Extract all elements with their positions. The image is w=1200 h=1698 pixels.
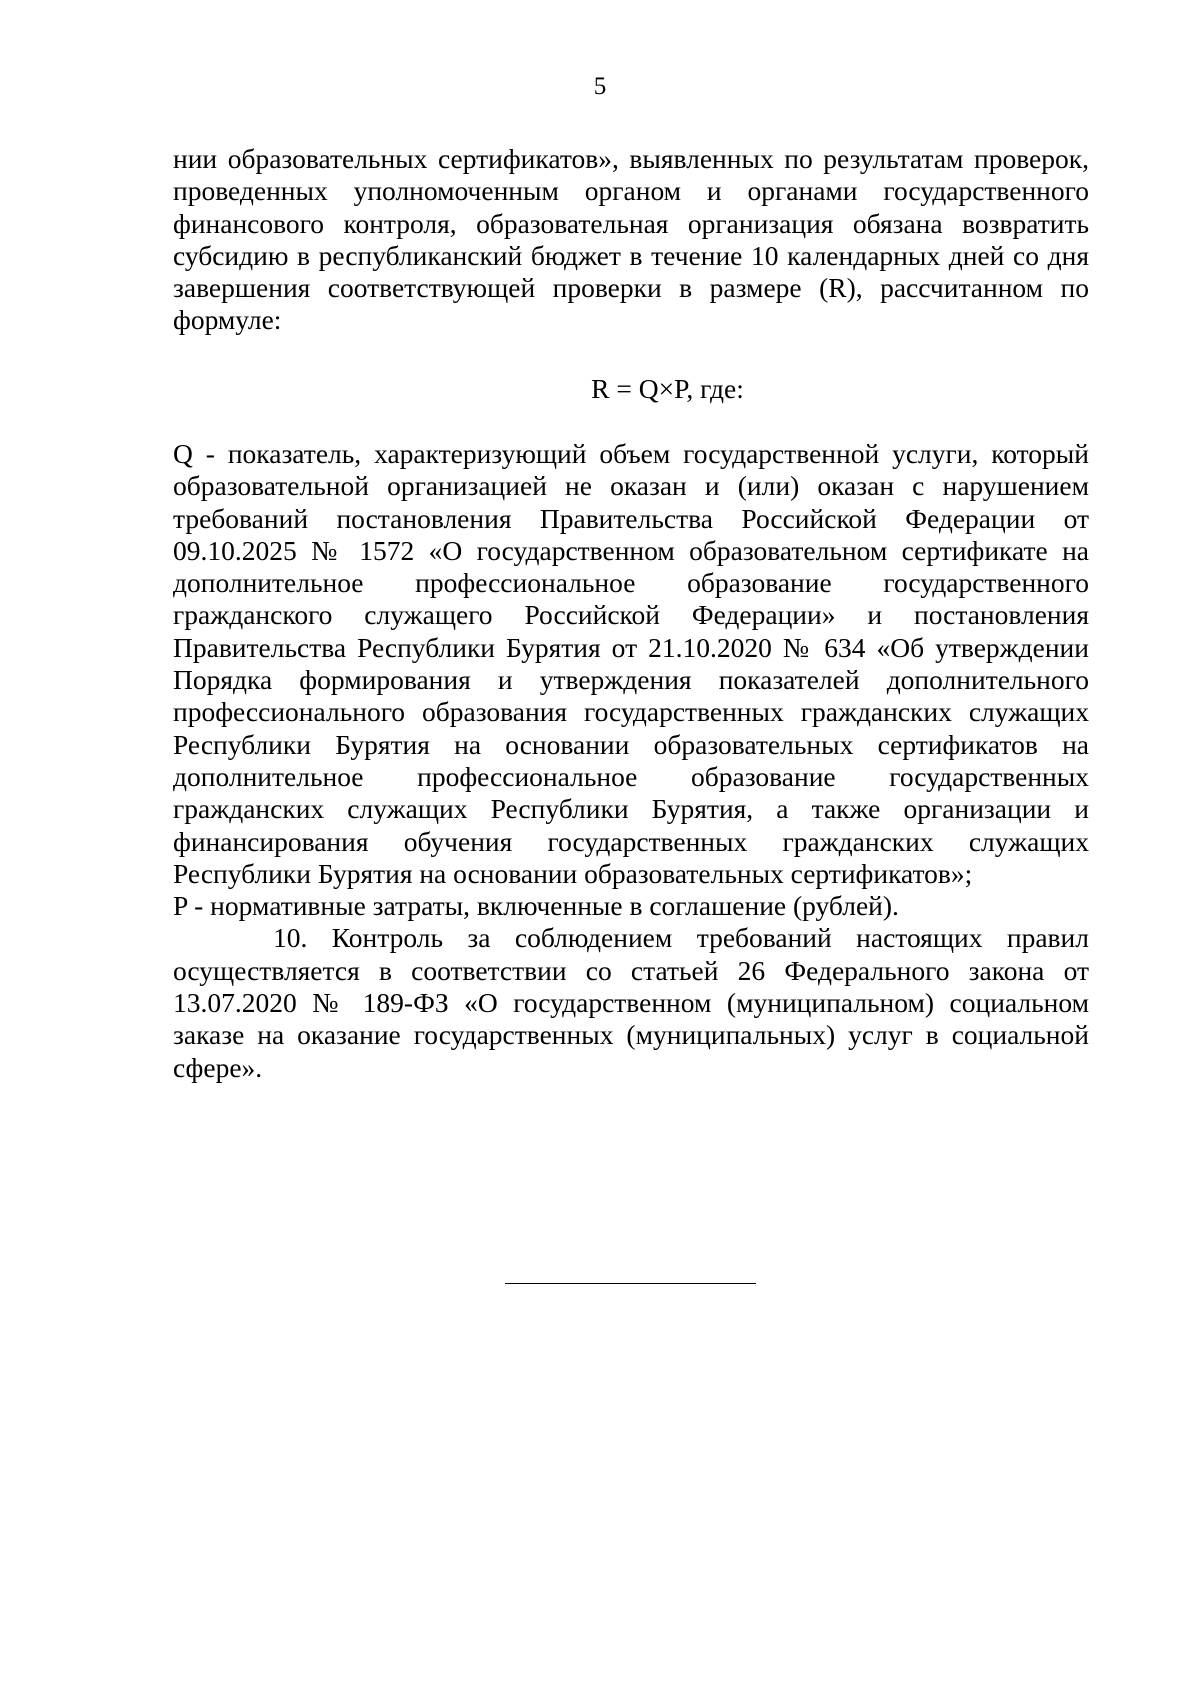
definitions-block xyxy=(173,438,1089,1084)
formula-block xyxy=(0,373,1200,405)
intro-text-block xyxy=(173,143,1089,337)
formula: R = Q×P, где: xyxy=(591,373,744,404)
q-definition: Q - показатель, характеризующий объем государственной услуги, который образовательной организацией не оказан и (или) оказан с нарушением требований постановления Правительства Российской Федерации от 09.10.2025 № 1572 «О государственном образовательном сертификате на дополнительное профессиональное образование государственного гражданского служащего Российской Федерации» и постановления Правительства Республики Бурятия от 21.10.2020 № 634 «Об утверждении Порядка формирования и утверждения показателей дополнительного профессионального образования государственных гражданских служащих Республики Бурятия на основании образовательных сертификатов на дополнительное профессиональное образование государственных гражданских служащих Республики Бурятия, а также организации и финансирования обучения государственных гражданских служащих Республики Бурятия на основании образовательных сертификатов»; xyxy=(173,438,1089,889)
p-definition: P - нормативные затраты, включенные в соглашение (рублей). xyxy=(173,890,899,922)
intro-paragraph: нии образовательных сертификатов», выявленных по результатам проверок, проведенных уполномоченным органом и органами государственного финансового контроля, образовательная организация обязана возвратить субсидию в республиканский бюджет в течение 10 календарных дней со дня завершения соответствующей проверки в размере (R), рассчитанном по формуле: xyxy=(173,143,1089,336)
page-number: 5 xyxy=(593,73,607,100)
closing-rule-line xyxy=(505,1283,756,1284)
item-10-paragraph: 10. Контроль за соблюдением требований настоящих правил осуществляется в соответствии со статьей 26 Федерального закона от 13.07.2020 № 189-ФЗ «О государственном (муниципальном) социальном заказе на оказание государственных (муниципальных) услуг в социальной сфере». xyxy=(173,922,1089,1083)
